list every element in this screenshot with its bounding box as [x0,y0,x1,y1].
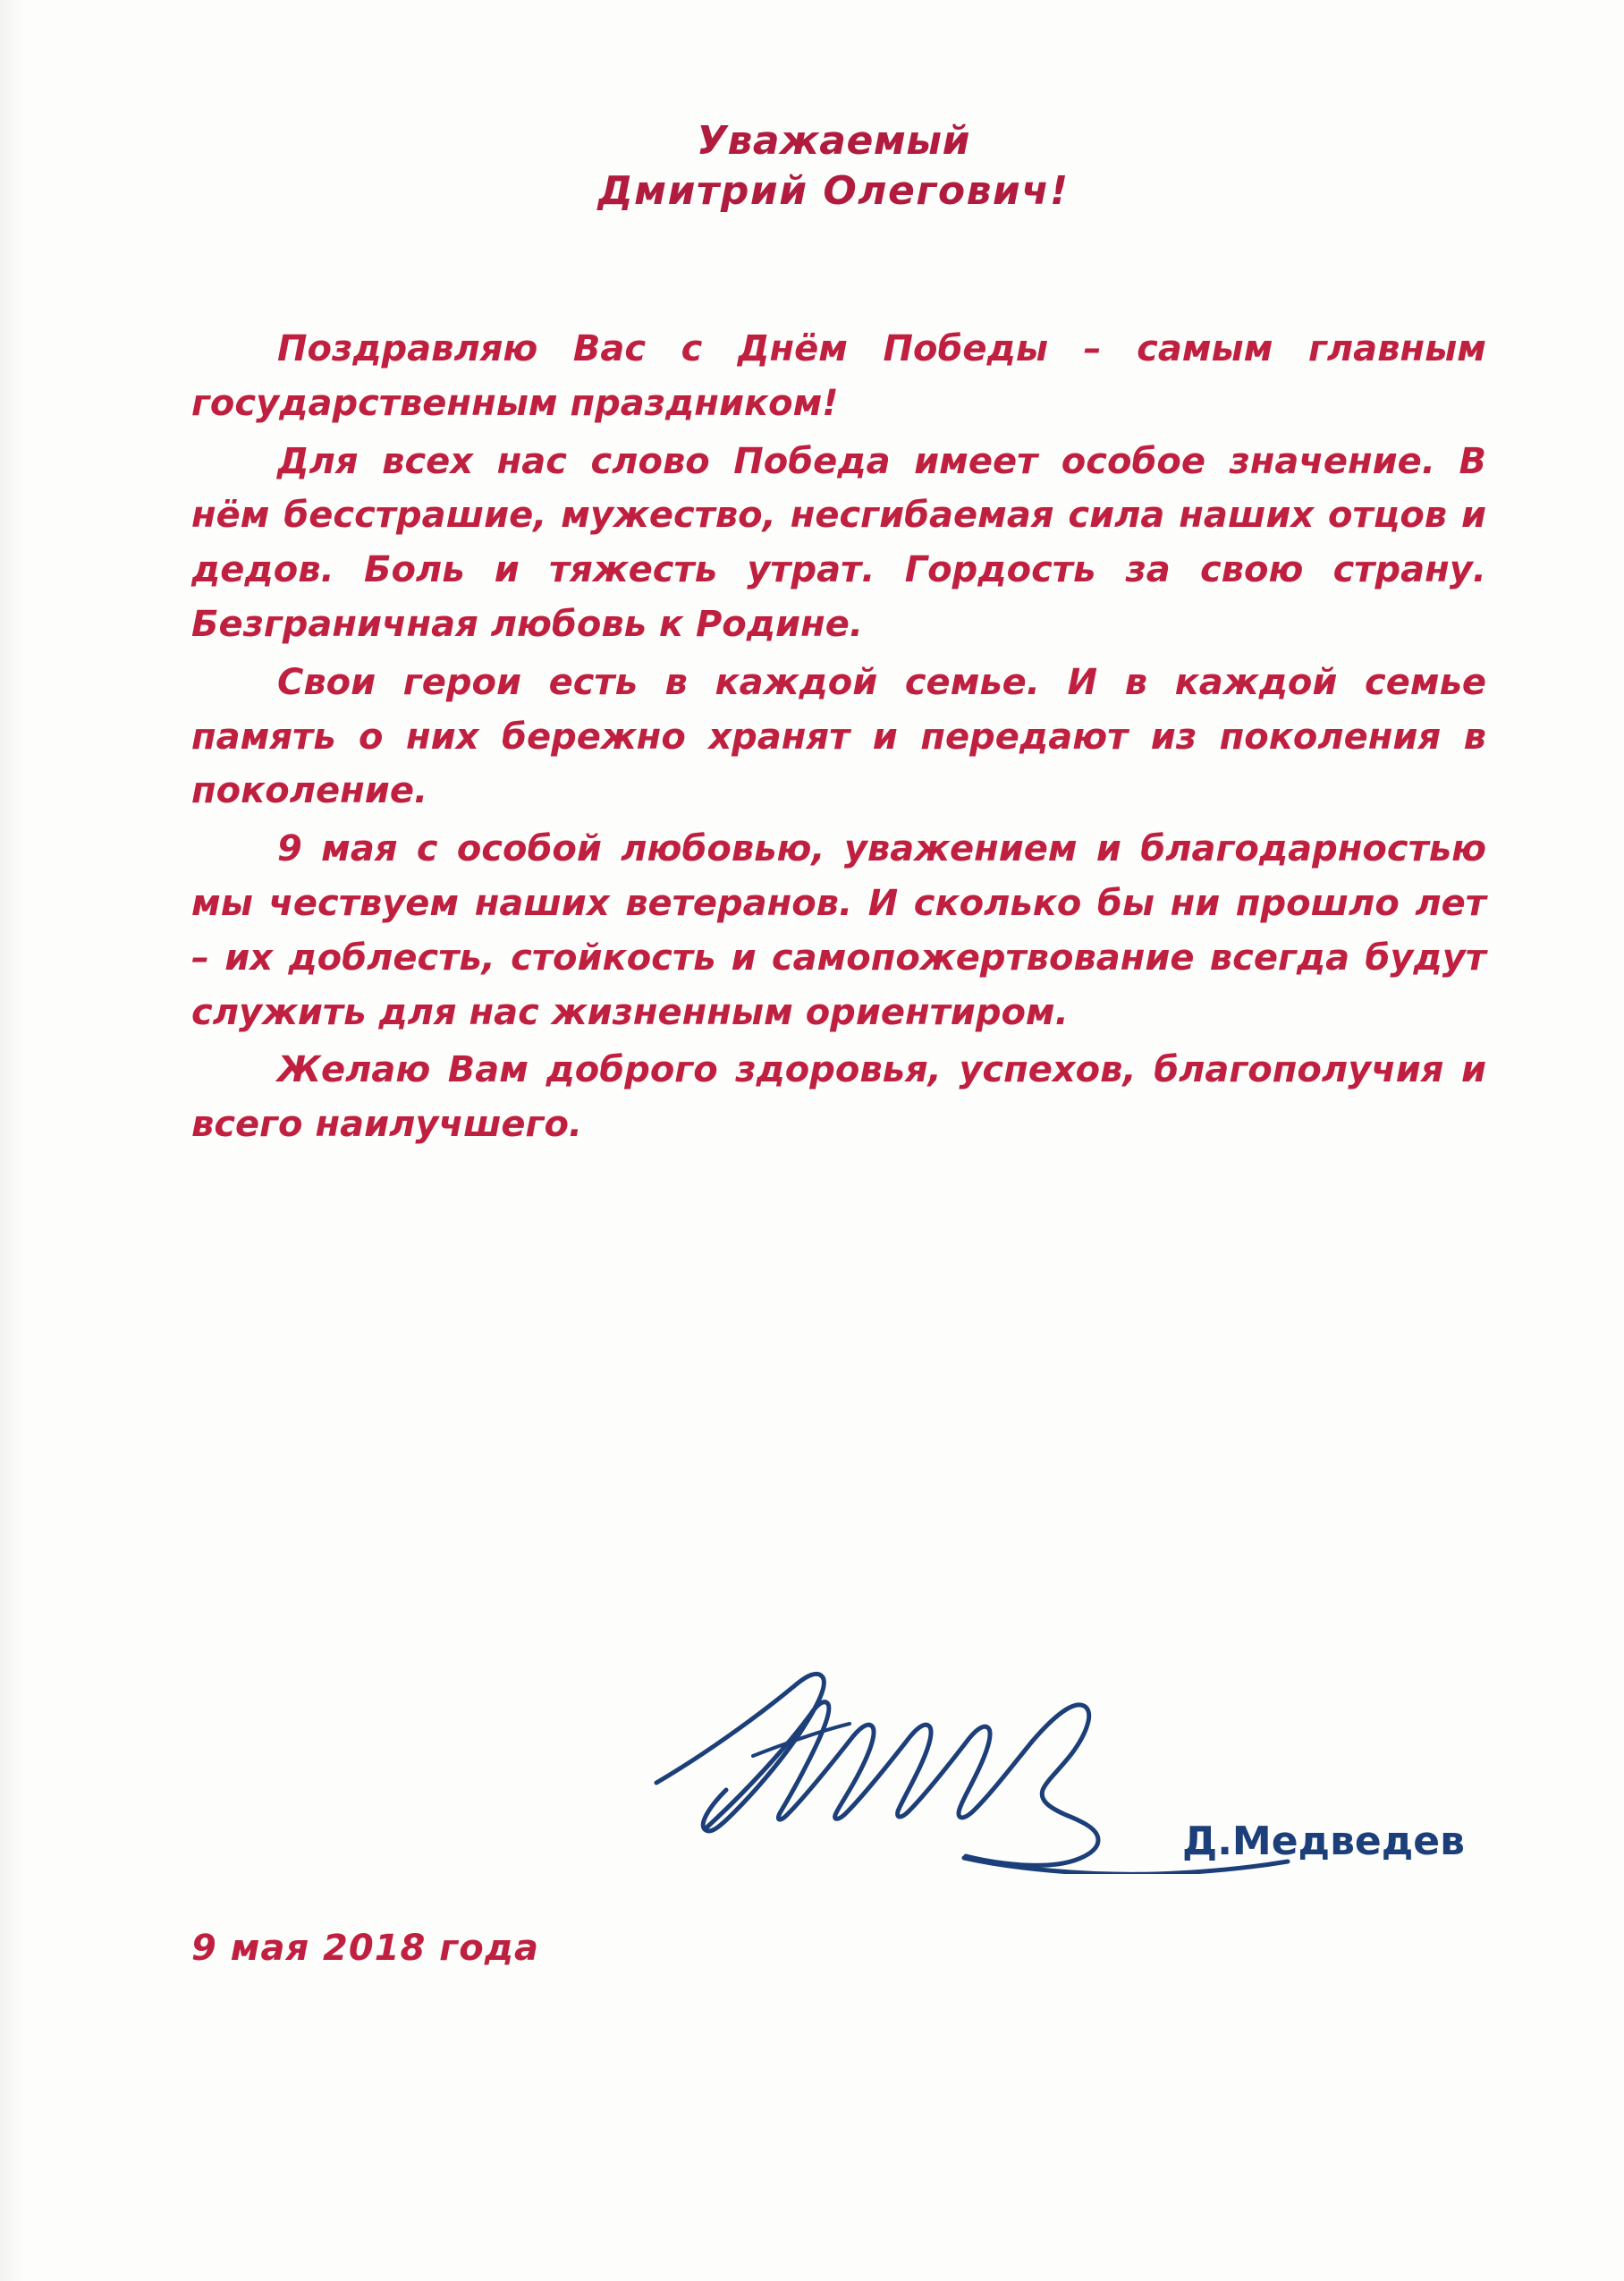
paragraph-3: Свои герои есть в каждой семье. И в каждой семье память о них бережно хранят и передают из поколения в поколение. [191,661,1486,812]
letter-body [191,322,1486,1152]
paragraph-5: Желаю Вам доброго здоровья, успехов, благополучия и всего наилучшего. [191,1049,1486,1146]
letter-date: 9 мая 2018 года [191,1928,539,1969]
signature-name: Д.Медведев [1182,1819,1465,1864]
salutation [190,116,1477,217]
signature-block [190,1650,1484,1910]
salutation-line-2: Дмитрий Олегович! [597,168,1070,215]
page-edge-shadow [0,0,23,2281]
salutation-line-1: Уважаемый [697,118,970,164]
paragraph-1: Поздравляю Вас с Днём Победы – самым главным государственным праздником! [191,328,1486,424]
paragraph-2: Для всех нас слово Победа имеет особое значение. В нём бесстрашие, мужество, несгибаемая сила наших отцов и дедов. Боль и тяжесть утрат. Гордость за свою страну. Безграничная любовь к Родине. [191,440,1486,645]
letter-content [190,0,1486,2281]
paragraph-4: 9 мая с особой любовью, уважением и благодарностью мы чествуем наших ветеранов. И сколько бы ни прошло лет – их доблесть, стойкость и самопожертвование всегда будут служить для нас жизненным ориентиром. [191,828,1486,1033]
